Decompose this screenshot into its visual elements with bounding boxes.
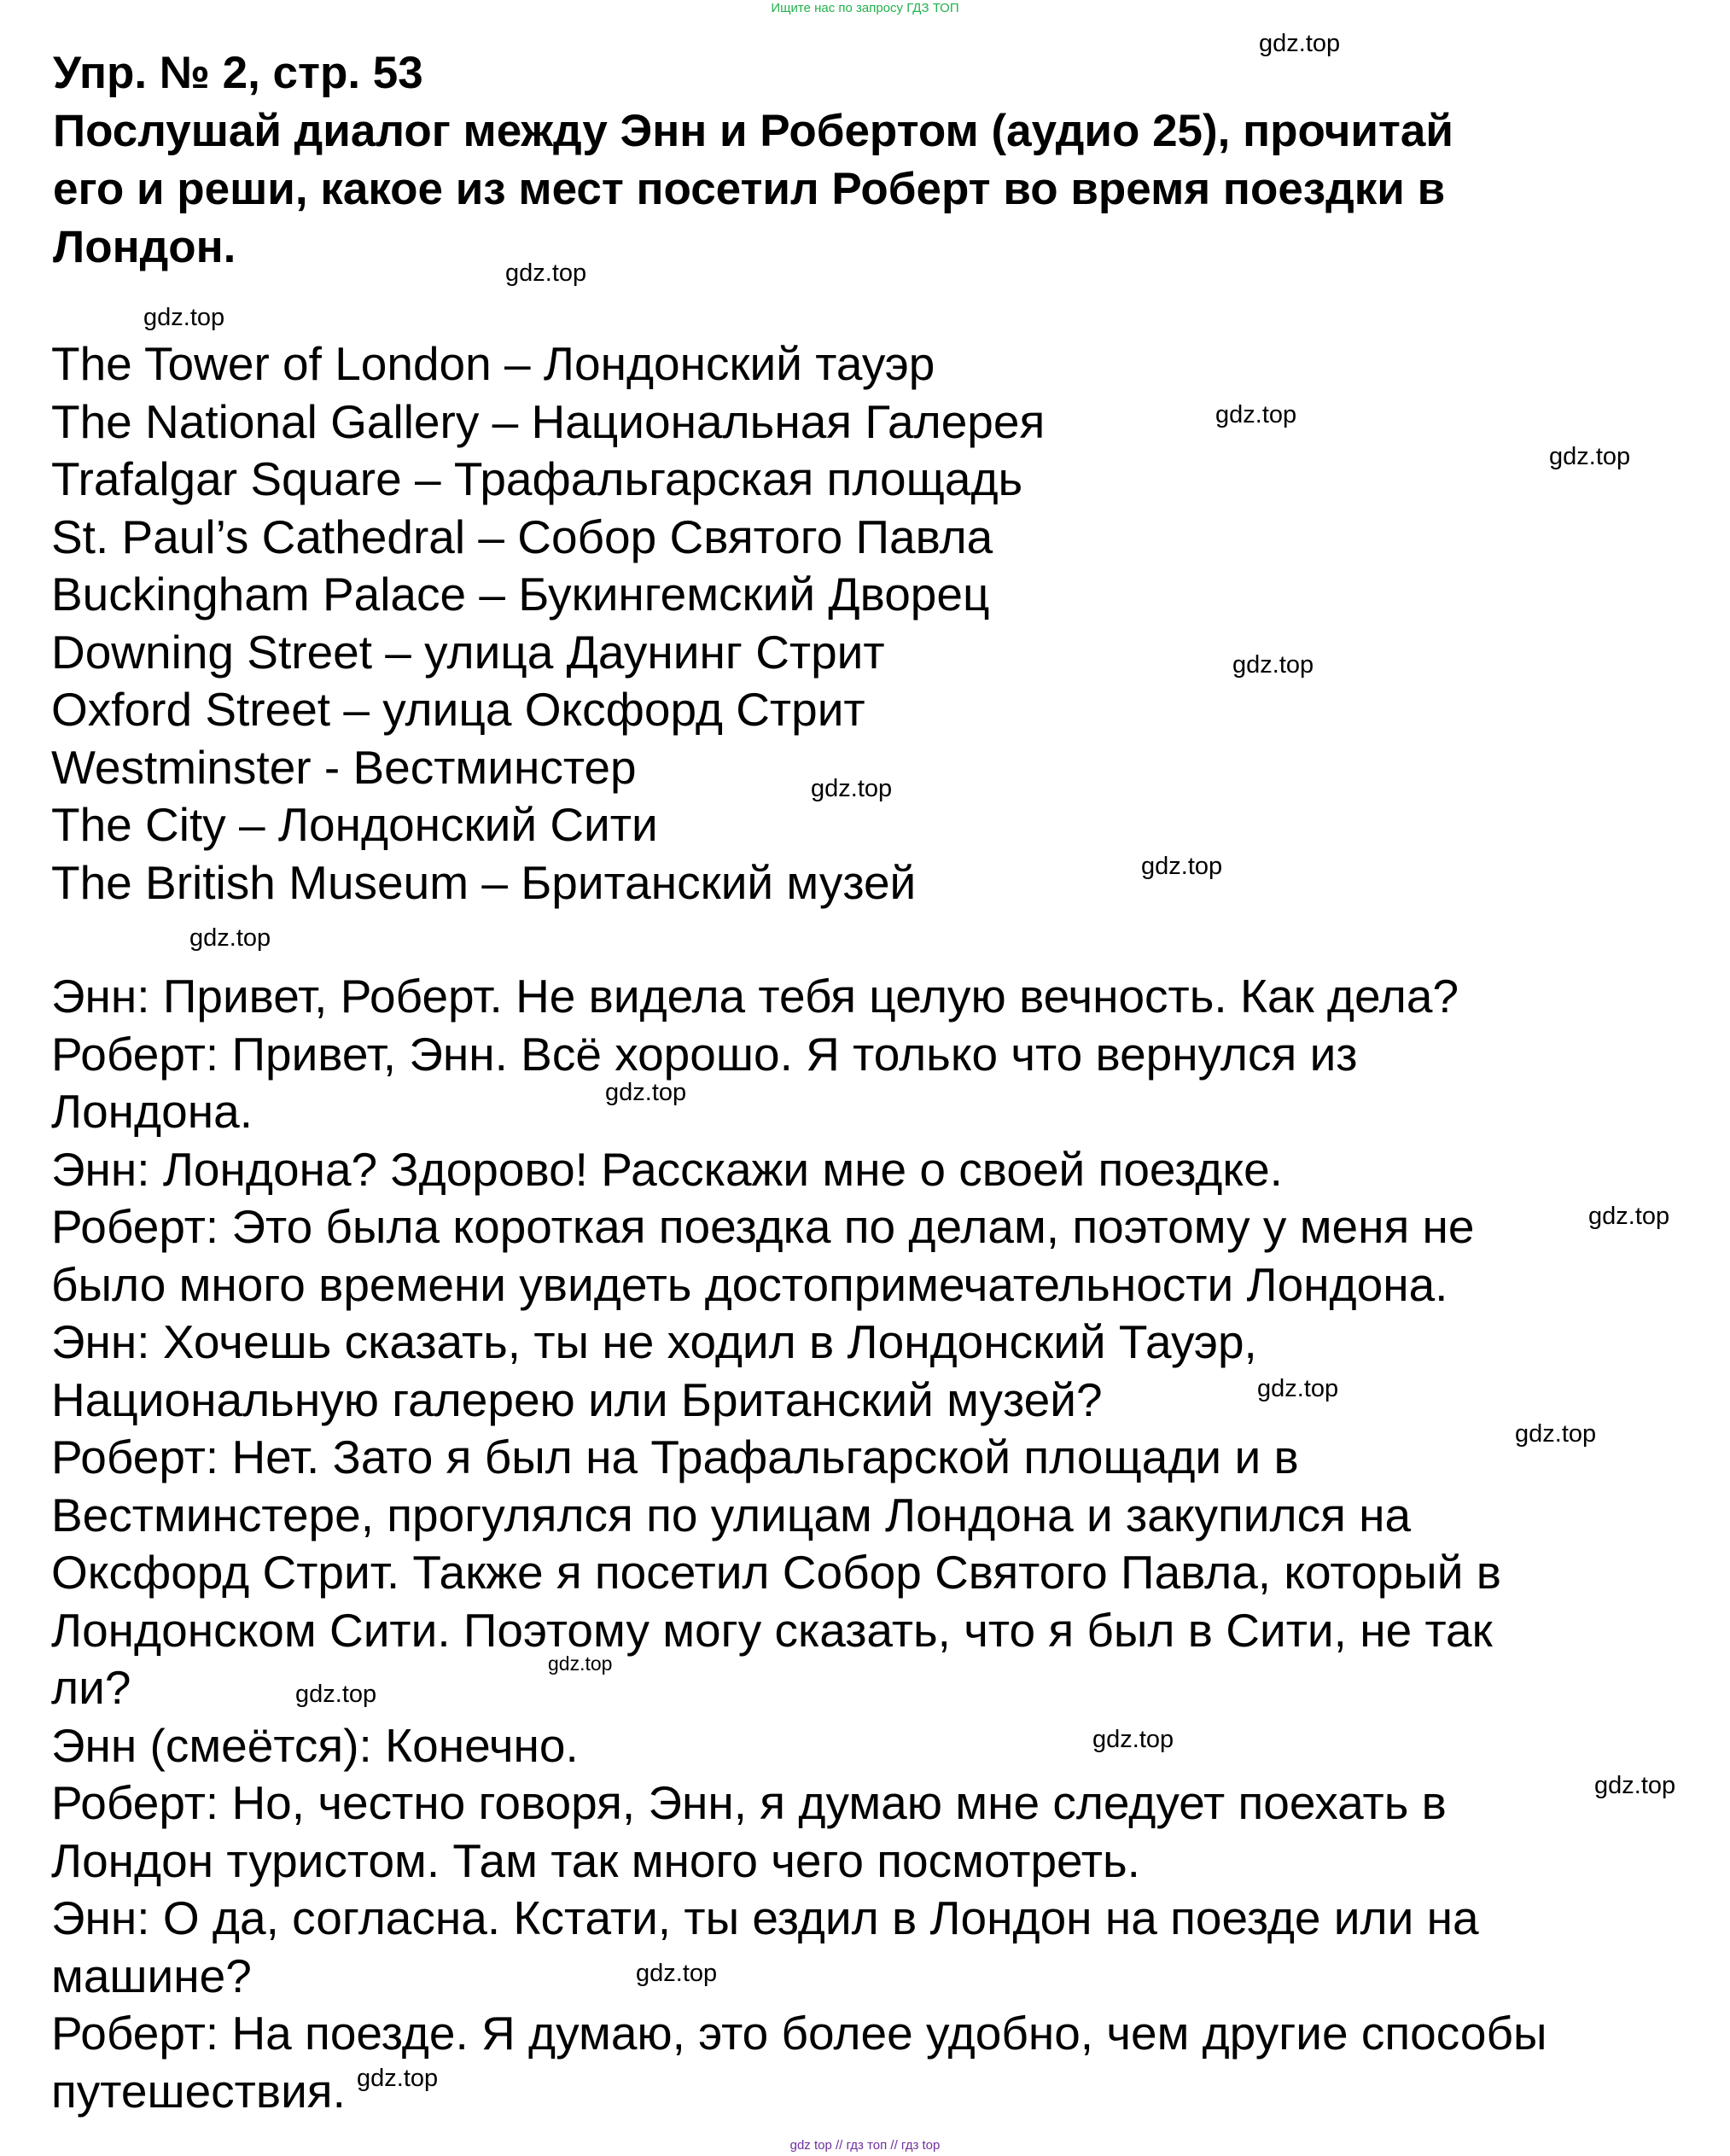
- dialogue-line: Роберт: На поезде. Я думаю, это более удобно, чем другие способы: [51, 2007, 1547, 2060]
- place-item: Oxford Street – улица Оксфорд Стрит: [51, 683, 865, 736]
- watermark: gdz.top: [1257, 1375, 1339, 1402]
- place-item: Trafalgar Square – Трафальгарская площадь: [51, 452, 1023, 505]
- watermark: gdz.top: [357, 2065, 439, 2092]
- place-item: The National Gallery – Национальная Галерея: [51, 394, 1046, 448]
- place-item: St. Paul’s Cathedral – Собор Святого Павла: [51, 510, 993, 563]
- task-text-line: Лондон.: [53, 222, 236, 272]
- watermark: gdz.top: [1232, 651, 1314, 679]
- dialogue-line: Роберт: Но, честно говоря, Энн, я думаю мне следует поехать в: [51, 1776, 1447, 1829]
- watermark: gdz.top: [1515, 1420, 1597, 1448]
- dialogue-line: было много времени увидеть достопримечательности Лондона.: [51, 1257, 1448, 1311]
- watermark: gdz.top: [143, 304, 225, 331]
- dialogue-line: машине?: [51, 1949, 252, 2002]
- dialogue-line: Национальную галерею или Британский музей?: [51, 1372, 1103, 1426]
- dialogue-line: Энн (смеётся): Конечно.: [51, 1718, 579, 1772]
- place-item: The Tower of London – Лондонский тауэр: [51, 337, 935, 390]
- watermark: gdz.top: [189, 924, 271, 952]
- dialogue-line: Роберт: Привет, Энн. Всё хорошо. Я только что вернулся из: [51, 1027, 1358, 1081]
- dialogue: [51, 968, 1547, 2120]
- watermark: gdz.top: [811, 775, 893, 802]
- dialogue-line: Энн: Лондона? Здорово! Расскажи мне о своей поездке.: [51, 1142, 1283, 1196]
- dialogue-line: ли?: [51, 1661, 131, 1714]
- dialogue-line: Оксфорд Стрит. Также я посетил Собор Святого Павла, который в: [51, 1546, 1501, 1599]
- watermark: gdz.top: [505, 259, 587, 287]
- place-item: Downing Street – улица Даунинг Стрит: [51, 625, 885, 679]
- task-text-line: Послушай диалог между Энн и Робертом (аудио 25), прочитай: [53, 106, 1453, 156]
- dialogue-line: путешествия.: [51, 2064, 346, 2118]
- dialogue-line: Энн: О да, согласна. Кстати, ты ездил в Лондон на поезде или на: [51, 1891, 1479, 1944]
- exercise-heading: [53, 44, 1675, 277]
- place-item: Buckingham Palace – Букингемский Дворец: [51, 568, 990, 621]
- place-item: The City – Лондонский Сити: [51, 798, 658, 851]
- watermark: gdz.top: [295, 1681, 377, 1708]
- watermark: gdz.top: [1259, 30, 1341, 57]
- watermark: gdz.top: [1215, 401, 1297, 428]
- place-item: Westminster - Вестминстер: [51, 740, 637, 794]
- dialogue-line: Роберт: Нет. Зато я был на Трафальгарской площади и в: [51, 1431, 1299, 1483]
- dialogue-line: Лондонском Сити. Поэтому могу сказать, что я был в Сити, не так: [51, 1603, 1493, 1657]
- dialogue-line: Энн: Привет, Роберт. Не видела тебя целую вечность. Как дела?: [51, 970, 1459, 1023]
- watermark: gdz.top: [1588, 1203, 1670, 1230]
- dialogue-line: Вестминстере, прогулялся по улицам Лондона и закупился на: [51, 1488, 1412, 1541]
- exercise-title: Упр. № 2, стр. 53: [53, 48, 423, 98]
- footer-banner: gdz top // гдз топ // гдз top: [789, 2138, 941, 2153]
- task-text-line: его и реши, какое из мест посетил Роберт во время поездки в: [53, 164, 1446, 214]
- watermark: gdz.top: [1092, 1726, 1174, 1753]
- places-list: [51, 335, 1045, 912]
- watermark: gdz.top: [1141, 853, 1223, 880]
- dialogue-line: Энн: Хочешь сказать, ты не ходил в Лондонский Тауэр,: [51, 1315, 1257, 1368]
- dialogue-line: Лондон туристом. Там так много чего посмотреть.: [51, 1833, 1140, 1887]
- top-banner: Ищите нас по запросу ГДЗ ТОП: [771, 1, 959, 15]
- dialogue-line: Лондона.: [51, 1085, 253, 1138]
- watermark: gdz.top: [605, 1079, 687, 1106]
- watermark: gdz.top: [1549, 443, 1631, 470]
- watermark: gdz.top: [1594, 1772, 1676, 1799]
- place-item: The British Museum – Британский музей: [51, 855, 917, 909]
- watermark: gdz.top: [548, 1652, 613, 1675]
- dialogue-line: Роберт: Это была короткая поездка по делам, поэтому у меня не: [51, 1200, 1475, 1253]
- watermark: gdz.top: [636, 1960, 718, 1987]
